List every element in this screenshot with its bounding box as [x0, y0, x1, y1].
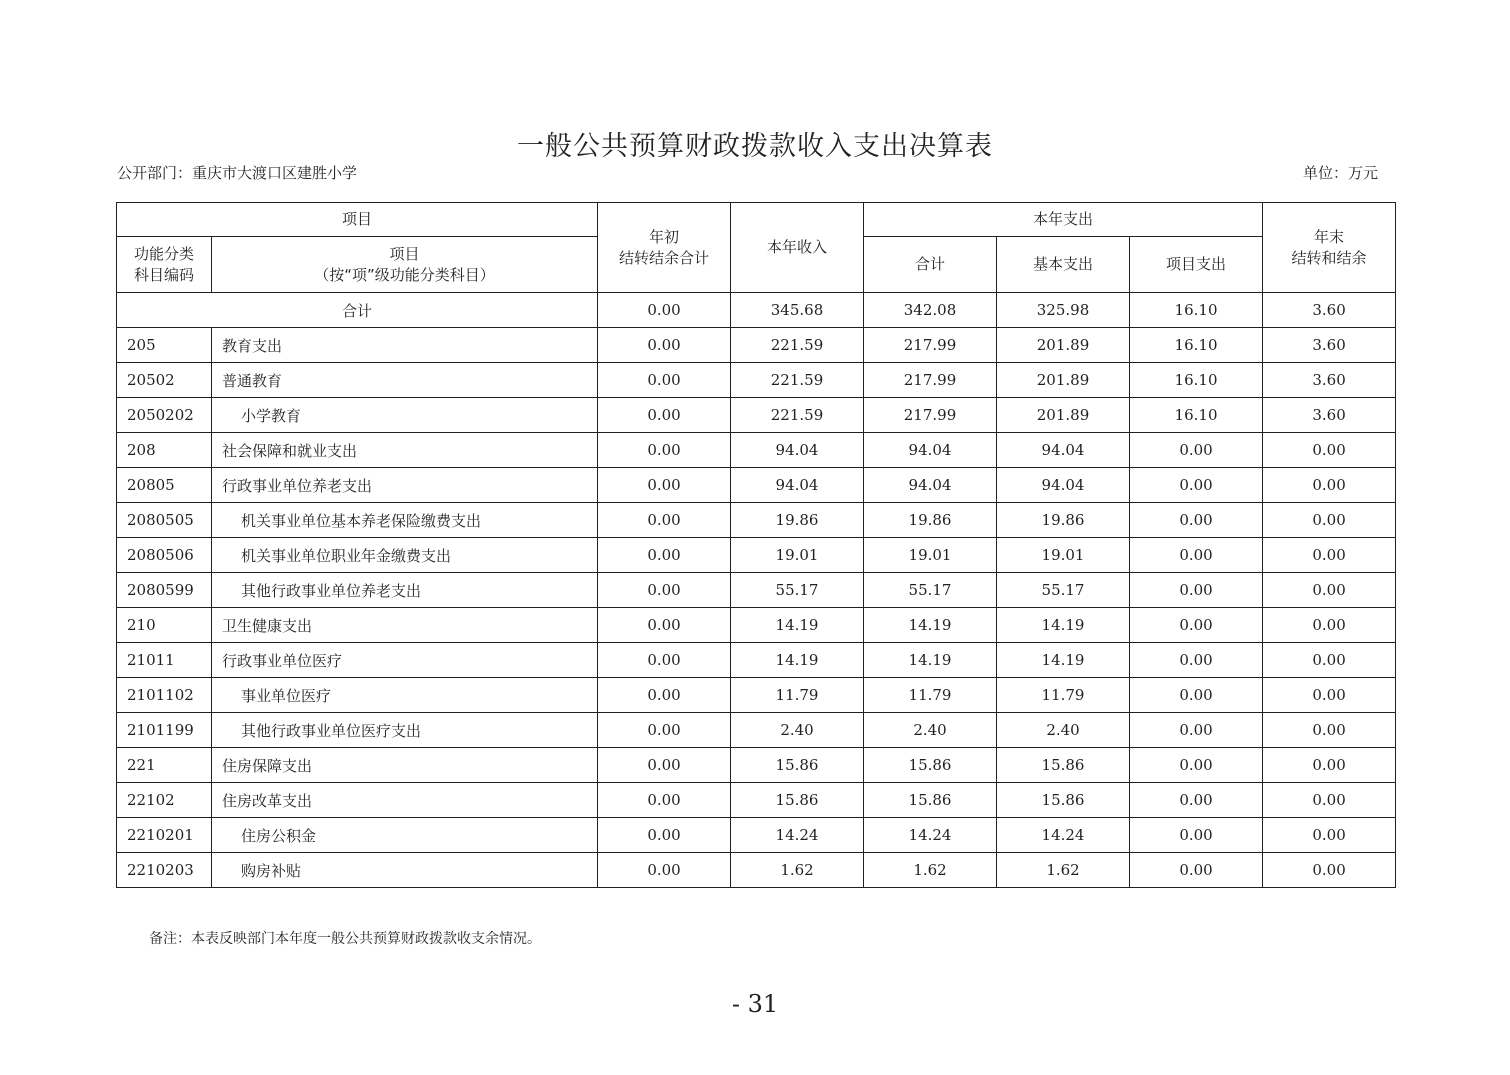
table-row: [117, 608, 1396, 643]
cell-income: 345.68: [731, 293, 864, 328]
header-closing-balance: [1263, 203, 1396, 293]
cell-closing: 3.60: [1263, 328, 1396, 363]
cell-basic: 201.89: [997, 363, 1130, 398]
cell-code: 20502: [117, 363, 212, 398]
cell-name: 住房改革支出: [212, 783, 598, 818]
header-item-sub: [212, 237, 598, 293]
cell-basic: 14.24: [997, 818, 1130, 853]
cell-basic: 325.98: [997, 293, 1130, 328]
cell-closing: 0.00: [1263, 853, 1396, 888]
cell-total: 15.86: [864, 748, 997, 783]
page-title: 一般公共预算财政拨款收入支出决算表: [517, 131, 993, 162]
cell-name: 住房保障支出: [212, 748, 598, 783]
cell-total: 217.99: [864, 328, 997, 363]
cell-closing: 0.00: [1263, 468, 1396, 503]
cell-total: 14.19: [864, 608, 997, 643]
cell-project: 0.00: [1130, 643, 1263, 678]
department-label: 公开部门：重庆市大渡口区建胜小学: [117, 164, 358, 182]
cell-project: 0.00: [1130, 713, 1263, 748]
cell-name: 社会保障和就业支出: [212, 433, 598, 468]
cell-project: 16.10: [1130, 328, 1263, 363]
cell-project: 0.00: [1130, 818, 1263, 853]
cell-project: 0.00: [1130, 748, 1263, 783]
cell-basic: 94.04: [997, 433, 1130, 468]
table-row: [117, 433, 1396, 468]
cell-project: 0.00: [1130, 573, 1263, 608]
cell-code: 22102: [117, 783, 212, 818]
page-number: - 31: [731, 990, 779, 1018]
cell-basic: 1.62: [997, 853, 1130, 888]
cell-project: 0.00: [1130, 433, 1263, 468]
cell-total: 1.62: [864, 853, 997, 888]
cell-total: 19.86: [864, 503, 997, 538]
cell-basic: 94.04: [997, 468, 1130, 503]
header-item: 项目: [117, 203, 598, 237]
cell-basic: 2.40: [997, 713, 1130, 748]
cell-opening: 0.00: [598, 783, 731, 818]
cell-name: 事业单位医疗: [212, 678, 598, 713]
budget-table: [116, 202, 1396, 888]
cell-code: 2080505: [117, 503, 212, 538]
cell-income: 14.19: [731, 608, 864, 643]
cell-name: 其他行政事业单位医疗支出: [212, 713, 598, 748]
cell-income: 14.24: [731, 818, 864, 853]
header-closing-text: 年末 结转和结余: [1291, 227, 1367, 267]
cell-closing: 0.00: [1263, 713, 1396, 748]
cell-basic: 201.89: [997, 328, 1130, 363]
cell-closing: 0.00: [1263, 678, 1396, 713]
cell-income: 94.04: [731, 433, 864, 468]
cell-opening: 0.00: [598, 398, 731, 433]
cell-income: 14.19: [731, 643, 864, 678]
cell-project: 0.00: [1130, 678, 1263, 713]
cell-closing: 0.00: [1263, 433, 1396, 468]
cell-code: 2080506: [117, 538, 212, 573]
cell-code: 2101102: [117, 678, 212, 713]
table-row: [117, 748, 1396, 783]
cell-name: 住房公积金: [212, 818, 598, 853]
cell-opening: 0.00: [598, 643, 731, 678]
total-label: 合计: [117, 293, 598, 328]
cell-project: 0.00: [1130, 783, 1263, 818]
total-row: [117, 293, 1396, 328]
cell-closing: 0.00: [1263, 503, 1396, 538]
cell-name: 小学教育: [212, 398, 598, 433]
cell-project: 16.10: [1130, 363, 1263, 398]
cell-opening: 0.00: [598, 468, 731, 503]
table-row: [117, 643, 1396, 678]
header-code: [117, 237, 212, 293]
header-expenditure: 本年支出: [864, 203, 1263, 237]
table-row: [117, 573, 1396, 608]
cell-closing: 3.60: [1263, 363, 1396, 398]
cell-basic: 19.86: [997, 503, 1130, 538]
cell-income: 15.86: [731, 748, 864, 783]
header-opening-balance: [598, 203, 731, 293]
cell-project: 0.00: [1130, 468, 1263, 503]
cell-opening: 0.00: [598, 328, 731, 363]
cell-total: 14.24: [864, 818, 997, 853]
cell-income: 11.79: [731, 678, 864, 713]
cell-opening: 0.00: [598, 678, 731, 713]
cell-name: 行政事业单位医疗: [212, 643, 598, 678]
table-row: [117, 713, 1396, 748]
cell-income: 55.17: [731, 573, 864, 608]
cell-code: 221: [117, 748, 212, 783]
header-basic: 基本支出: [997, 237, 1130, 293]
header-income: 本年收入: [731, 203, 864, 293]
cell-name: 机关事业单位职业年金缴费支出: [212, 538, 598, 573]
cell-total: 55.17: [864, 573, 997, 608]
cell-income: 221.59: [731, 398, 864, 433]
table-row: [117, 678, 1396, 713]
cell-basic: 19.01: [997, 538, 1130, 573]
cell-code: 2210201: [117, 818, 212, 853]
cell-basic: 15.86: [997, 783, 1130, 818]
cell-basic: 11.79: [997, 678, 1130, 713]
cell-code: 2050202: [117, 398, 212, 433]
cell-code: 2080599: [117, 573, 212, 608]
table-row: [117, 538, 1396, 573]
cell-opening: 0.00: [598, 853, 731, 888]
cell-closing: 0.00: [1263, 573, 1396, 608]
cell-total: 217.99: [864, 363, 997, 398]
cell-total: 15.86: [864, 783, 997, 818]
cell-opening: 0.00: [598, 538, 731, 573]
table-row: [117, 853, 1396, 888]
cell-basic: 201.89: [997, 398, 1130, 433]
table-row: [117, 783, 1396, 818]
cell-code: 2210203: [117, 853, 212, 888]
cell-closing: 0.00: [1263, 608, 1396, 643]
cell-opening: 0.00: [598, 748, 731, 783]
cell-closing: 3.60: [1263, 398, 1396, 433]
cell-closing: 0.00: [1263, 748, 1396, 783]
unit-label: 单位：万元: [1303, 164, 1379, 182]
cell-code: 208: [117, 433, 212, 468]
cell-income: 19.01: [731, 538, 864, 573]
cell-basic: 15.86: [997, 748, 1130, 783]
cell-total: 19.01: [864, 538, 997, 573]
cell-code: 210: [117, 608, 212, 643]
cell-project: 0.00: [1130, 503, 1263, 538]
footnote: 备注：本表反映部门本年度一般公共预算财政拨款收支余情况。: [149, 931, 541, 947]
cell-income: 19.86: [731, 503, 864, 538]
table-row: [117, 468, 1396, 503]
cell-total: 14.19: [864, 643, 997, 678]
table-row: [117, 503, 1396, 538]
cell-income: 221.59: [731, 328, 864, 363]
cell-project: 0.00: [1130, 608, 1263, 643]
cell-name: 其他行政事业单位养老支出: [212, 573, 598, 608]
cell-project: 0.00: [1130, 538, 1263, 573]
table-row: [117, 398, 1396, 433]
cell-total: 217.99: [864, 398, 997, 433]
cell-opening: 0.00: [598, 713, 731, 748]
cell-income: 221.59: [731, 363, 864, 398]
cell-income: 1.62: [731, 853, 864, 888]
cell-code: 21011: [117, 643, 212, 678]
cell-opening: 0.00: [598, 363, 731, 398]
table-row: [117, 363, 1396, 398]
header-code-text: 功能分类 科目编码: [133, 244, 194, 284]
cell-project: 16.10: [1130, 293, 1263, 328]
cell-closing: 0.00: [1263, 818, 1396, 853]
cell-name: 卫生健康支出: [212, 608, 598, 643]
cell-income: 2.40: [731, 713, 864, 748]
cell-opening: 0.00: [598, 293, 731, 328]
cell-opening: 0.00: [598, 608, 731, 643]
cell-name: 购房补贴: [212, 853, 598, 888]
cell-total: 11.79: [864, 678, 997, 713]
cell-income: 15.86: [731, 783, 864, 818]
cell-name: 普通教育: [212, 363, 598, 398]
cell-name: 机关事业单位基本养老保险缴费支出: [212, 503, 598, 538]
cell-closing: 0.00: [1263, 643, 1396, 678]
cell-opening: 0.00: [598, 433, 731, 468]
cell-opening: 0.00: [598, 818, 731, 853]
header-total: 合计: [864, 237, 997, 293]
cell-name: 行政事业单位养老支出: [212, 468, 598, 503]
cell-code: 205: [117, 328, 212, 363]
cell-code: 2101199: [117, 713, 212, 748]
header-opening-text: 年初 结转结余合计: [619, 227, 710, 267]
header-project: 项目支出: [1130, 237, 1263, 293]
cell-basic: 14.19: [997, 643, 1130, 678]
cell-total: 342.08: [864, 293, 997, 328]
cell-closing: 0.00: [1263, 783, 1396, 818]
cell-basic: 14.19: [997, 608, 1130, 643]
cell-project: 0.00: [1130, 853, 1263, 888]
cell-opening: 0.00: [598, 503, 731, 538]
cell-total: 94.04: [864, 433, 997, 468]
table-row: [117, 328, 1396, 363]
cell-code: 20805: [117, 468, 212, 503]
cell-basic: 55.17: [997, 573, 1130, 608]
cell-income: 94.04: [731, 468, 864, 503]
cell-name: 教育支出: [212, 328, 598, 363]
cell-opening: 0.00: [598, 573, 731, 608]
cell-total: 2.40: [864, 713, 997, 748]
cell-closing: 0.00: [1263, 538, 1396, 573]
cell-project: 16.10: [1130, 398, 1263, 433]
table-row: [117, 818, 1396, 853]
cell-total: 94.04: [864, 468, 997, 503]
cell-closing: 3.60: [1263, 293, 1396, 328]
header-item-sub-text: 项目 （按“项”级功能分类科目）: [314, 244, 495, 284]
